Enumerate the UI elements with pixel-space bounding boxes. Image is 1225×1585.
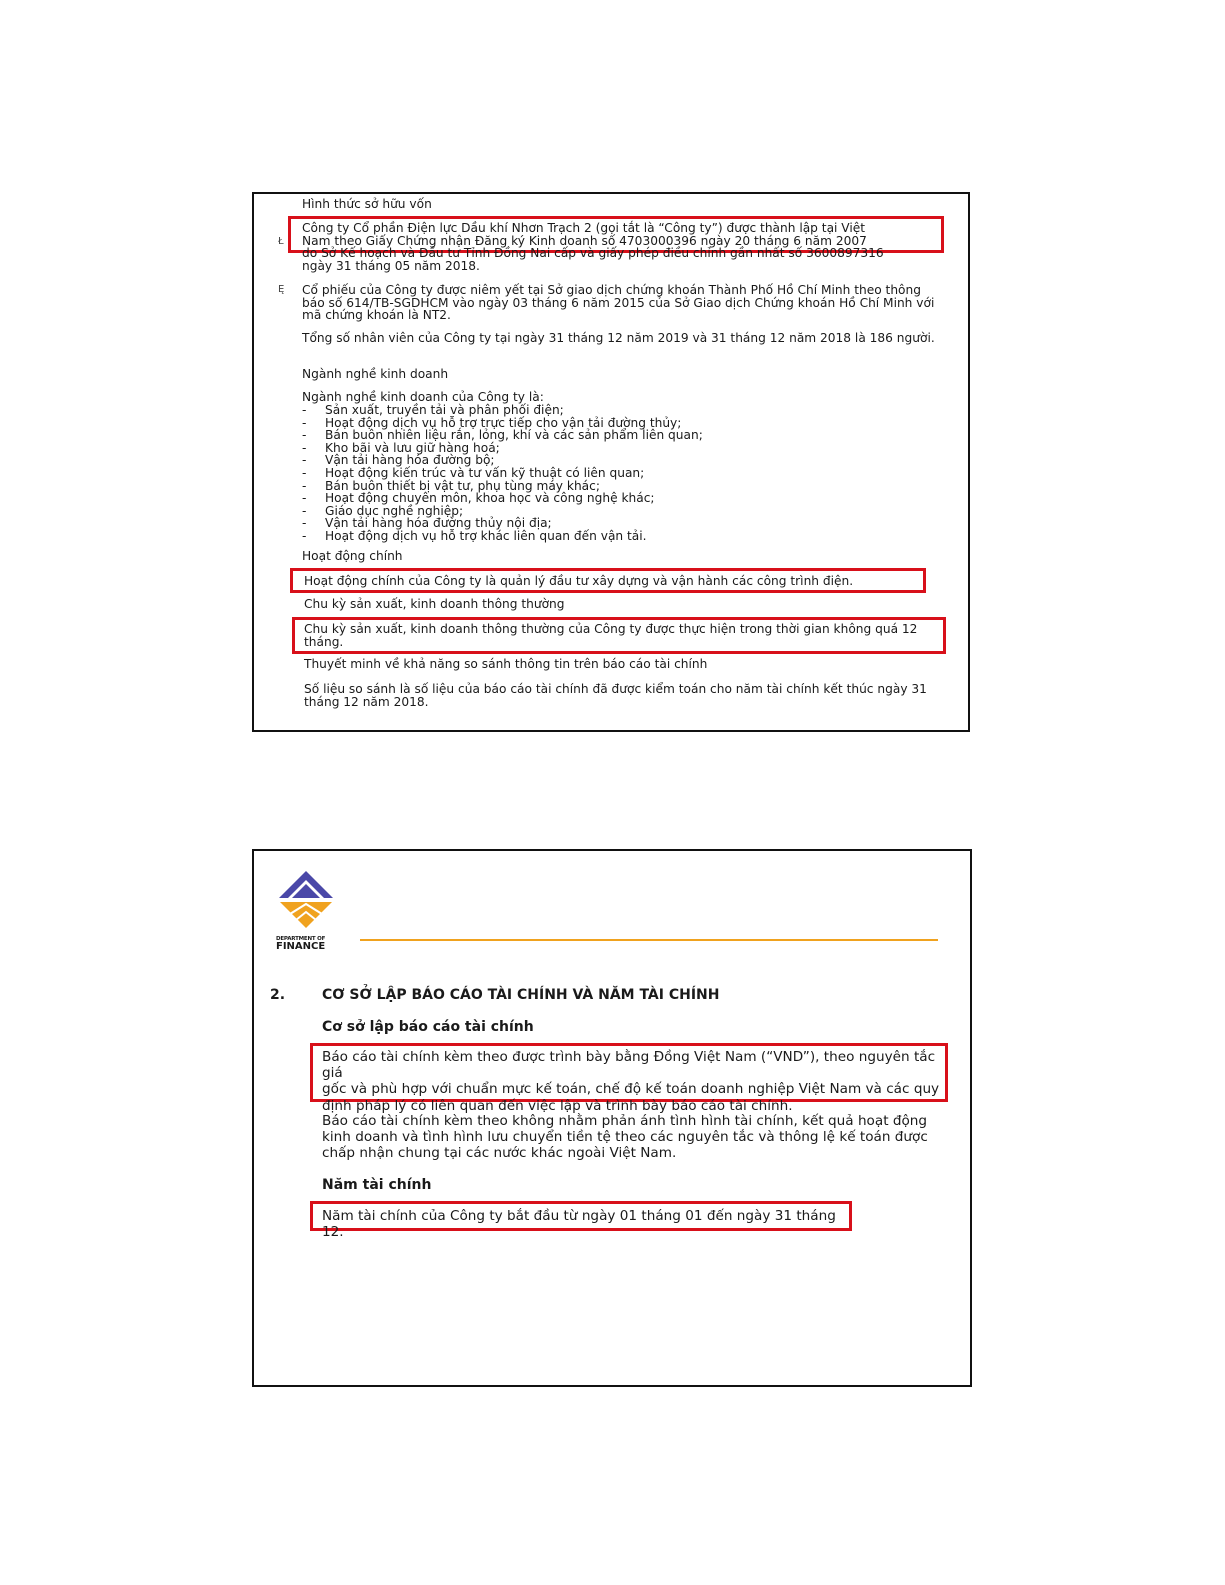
list-item: - Vận tải hàng hóa đường bộ;	[302, 454, 942, 467]
business-list	[302, 404, 942, 543]
logo-text-bottom: FINANCE	[276, 941, 326, 952]
list-item: - Hoạt động kiến trúc và tư vấn kỹ thuật có liên quan;	[302, 467, 942, 480]
paragraph-not-intended: Báo cáo tài chính kèm theo không nhằm phản ánh tình hình tài chính, kết quả hoạt động kinh doanh và tình hình lưu chuyển tiền tệ theo các nguyên tắc và thông lệ kế toán được chấp nhận chung tại các nước khác ngoài Việt Nam.	[322, 1113, 928, 1162]
business-intro: Ngành nghề kinh doanh của Công ty là:	[302, 390, 544, 404]
paragraph-employees: Tổng số nhân viên của Công ty tại ngày 31 tháng 12 năm 2019 và 31 tháng 12 năm 2018 là 186 người.	[302, 331, 935, 345]
subheading-basis: Cơ sở lập báo cáo tài chính	[322, 1019, 534, 1035]
list-item: - Hoạt động dịch vụ hỗ trợ trực tiếp cho vận tải đường thủy;	[302, 417, 942, 430]
basis-line: gốc và phù hợp với chuẩn mực kế toán, chế độ kế toán doanh nghiệp Việt Nam và các quy	[322, 1081, 940, 1098]
list-item: - Bán buôn thiết bị vật tư, phụ tùng máy khác;	[302, 480, 942, 493]
paragraph-fiscal-year: Năm tài chính của Công ty bắt đầu từ ngày 01 tháng 01 đến ngày 31 tháng 12.	[322, 1208, 836, 1241]
list-item: - Hoạt động dịch vụ hỗ trợ khác liên quan đến vận tải.	[302, 530, 942, 543]
section-number: 2.	[270, 987, 286, 1003]
list-item: - Hoạt động chuyên môn, khoa học và công nghệ khác;	[302, 492, 942, 505]
company-info-line: ngày 31 tháng 05 năm 2018.	[302, 258, 480, 273]
list-item: - Sản xuất, truyền tải và phân phối điện;	[302, 404, 942, 417]
department-of-finance-logo	[276, 871, 336, 951]
heading-business-cycle: Chu kỳ sản xuất, kinh doanh thông thường	[304, 597, 565, 611]
accent-divider	[360, 939, 938, 941]
subheading-fiscal-year: Năm tài chính	[322, 1177, 432, 1193]
company-info-line: do Sở Kế hoạch và Đầu tư Tỉnh Đồng Nai cấp và giấy phép điều chỉnh gần nhất số 3600897316	[302, 246, 884, 261]
list-item: - Giáo dục nghề nghiệp;	[302, 505, 942, 518]
paragraph-basis	[322, 1049, 944, 1114]
company-info-line: Nam theo Giấy Chứng nhận Đăng ký Kinh doanh số 4703000396 ngày 20 tháng 6 năm 2007	[302, 233, 867, 248]
heading-business-lines: Ngành nghề kinh doanh	[302, 367, 449, 381]
list-item: - Vận tải hàng hóa đường thủy nội địa;	[302, 517, 942, 530]
heading-ownership: Hình thức sở hữu vốn	[302, 197, 432, 211]
paragraph-comparability: Số liệu so sánh là số liệu của báo cáo tài chính đã được kiểm toán cho năm tài chính kết thúc ngày 31 tháng 12 năm 2018.	[304, 682, 927, 709]
slide-company-overview	[252, 192, 970, 732]
heading-comparability: Thuyết minh về khả năng so sánh thông tin trên báo cáo tài chính	[304, 657, 708, 671]
list-item: - Kho bãi và lưu giữ hàng hoá;	[302, 442, 942, 455]
paragraph-business-cycle: Chu kỳ sản xuất, kinh doanh thông thường của Công ty được thực hiện trong thời gian không quá 12 tháng.	[304, 622, 918, 649]
heading-main-activity: Hoạt động chính	[302, 549, 403, 563]
paragraph-listing: Cổ phiếu của Công ty được niêm yết tại Sở giao dịch chứng khoán Thành Phố Hồ Chí Minh theo thông báo số 614/TB-SGDHCM vào ngày 03 tháng 6 năm 2015 của Sở Giao dịch Chứng khoán Hồ Chí Minh với mã chứng khoán là NT2.	[302, 283, 935, 323]
logo-text-top: DEPARTMENT OF	[276, 936, 326, 942]
margin-marker: Ę	[278, 284, 285, 295]
section-title: CƠ SỞ LẬP BÁO CÁO TÀI CHÍNH VÀ NĂM TÀI CHÍNH	[322, 987, 720, 1003]
basis-line: Báo cáo tài chính kèm theo được trình bày bằng Đồng Việt Nam (“VND”), theo nguyên tắc giá	[322, 1049, 936, 1082]
paragraph-company-info	[302, 222, 942, 272]
company-info-line: Công ty Cổ phần Điện lực Dầu khí Nhơn Trạch 2 (gọi tắt là “Công ty”) được thành lập tại Việt	[302, 221, 866, 235]
basis-line: định pháp lý có liên quan đến việc lập và trình bày báo cáo tài chính.	[322, 1097, 793, 1114]
finance-logo-icon	[276, 871, 336, 933]
paragraph-main-activity: Hoạt động chính của Công ty là quản lý đầu tư xây dựng và vận hành các công trình điện.	[304, 574, 854, 588]
margin-marker: Ł	[278, 236, 284, 247]
slide-financial-basis	[252, 849, 972, 1387]
list-item: - Bán buôn nhiên liệu rắn, lỏng, khí và các sản phẩm liên quan;	[302, 429, 942, 442]
